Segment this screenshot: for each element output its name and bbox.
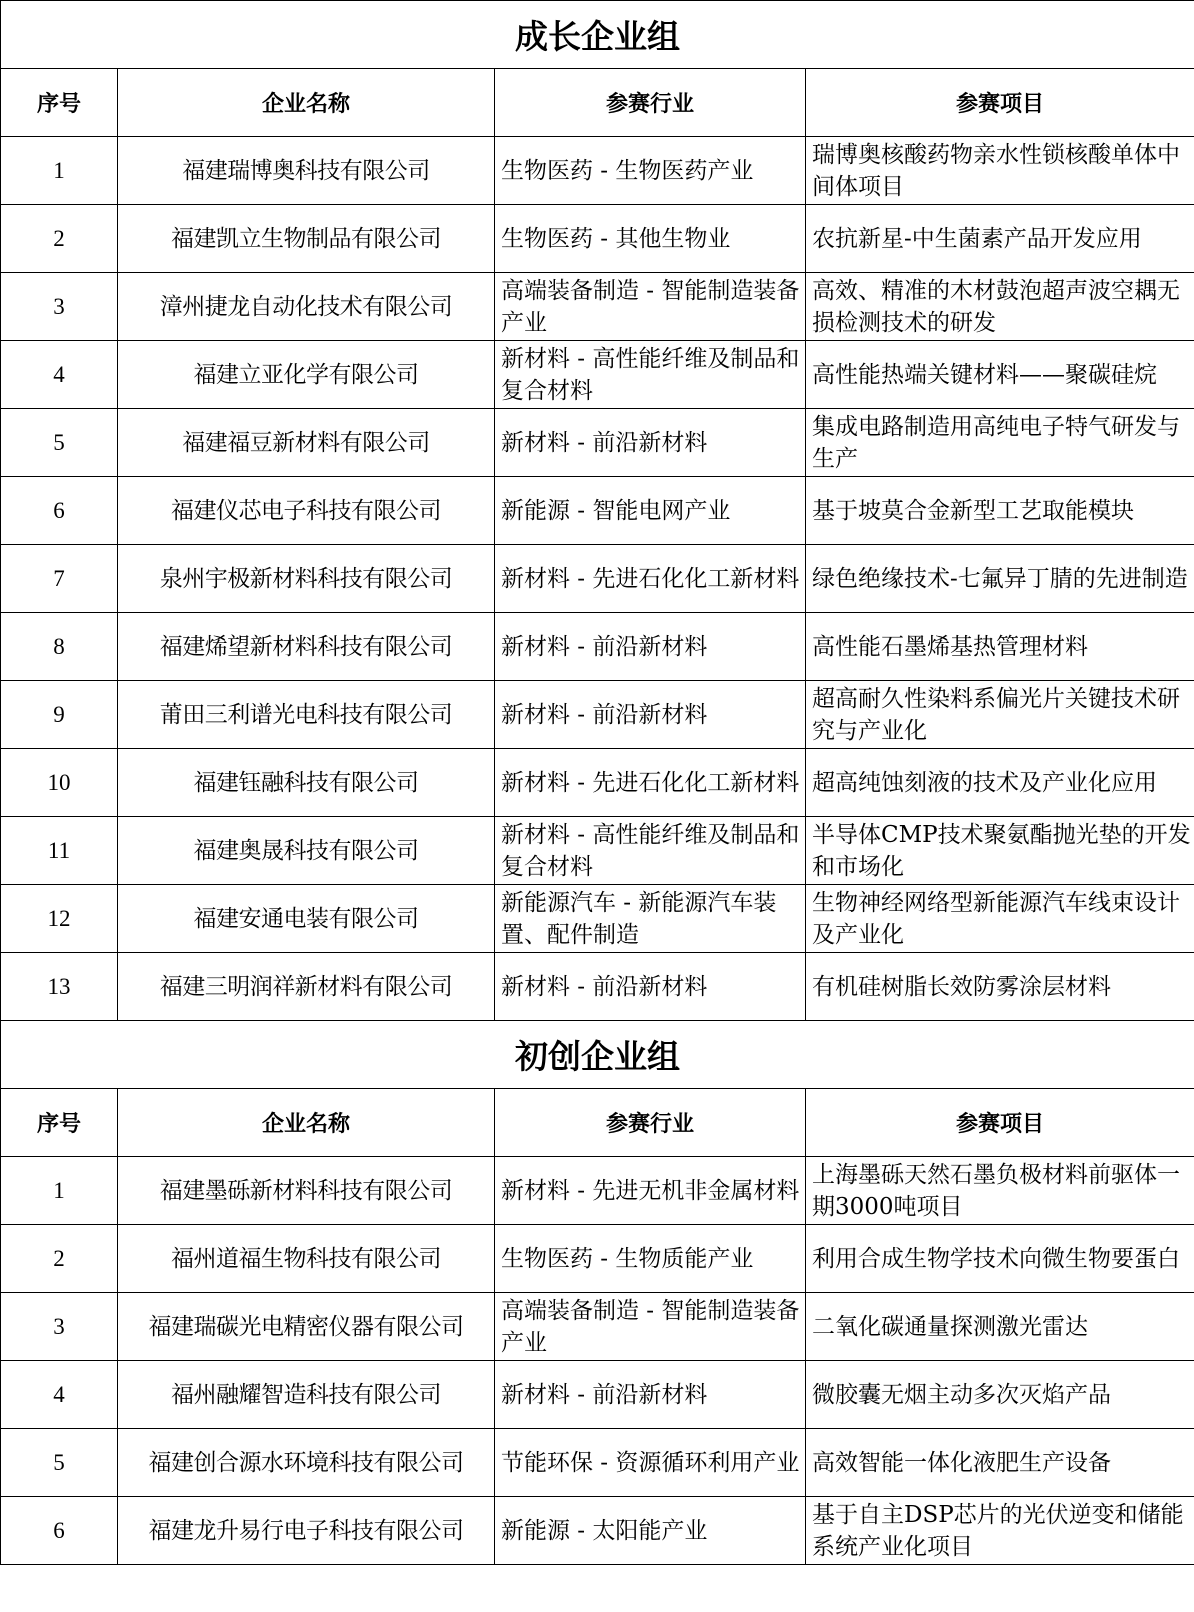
row-project: 高效、精准的木材鼓泡超声波空耦无损检测技术的研发 xyxy=(806,273,1194,341)
row-seq: 6 xyxy=(1,477,118,545)
row-project: 高性能热端关键材料——聚碳硅烷 xyxy=(806,341,1194,409)
row-seq: 2 xyxy=(1,1225,118,1293)
row-project: 集成电路制造用高纯电子特气研发与生产 xyxy=(806,409,1194,477)
row-seq: 3 xyxy=(1,1293,118,1361)
row-project: 基于自主DSP芯片的光伏逆变和储能系统产业化项目 xyxy=(806,1497,1194,1565)
table-row xyxy=(1,1429,1194,1497)
row-company-name: 福建钰融科技有限公司 xyxy=(118,749,495,817)
row-seq: 5 xyxy=(1,409,118,477)
row-company-name: 福建凯立生物制品有限公司 xyxy=(118,205,495,273)
row-industry: 新能源汽车 - 新能源汽车装置、配件制造 xyxy=(495,885,806,953)
table-row xyxy=(1,1293,1194,1361)
row-project: 超高耐久性染料系偏光片关键技术研究与产业化 xyxy=(806,681,1194,749)
table-row xyxy=(1,953,1194,1021)
row-industry: 生物医药 - 其他生物业 xyxy=(495,205,806,273)
row-company-name: 福建奥晟科技有限公司 xyxy=(118,817,495,885)
row-project: 上海墨砾天然石墨负极材料前驱体一期3000吨项目 xyxy=(806,1157,1194,1225)
row-seq: 1 xyxy=(1,1157,118,1225)
row-industry: 生物医药 - 生物质能产业 xyxy=(495,1225,806,1293)
row-company-name: 福建墨砾新材料科技有限公司 xyxy=(118,1157,495,1225)
table-row xyxy=(1,885,1194,953)
row-company-name: 福建龙升易行电子科技有限公司 xyxy=(118,1497,495,1565)
row-seq: 13 xyxy=(1,953,118,1021)
row-project: 二氧化碳通量探测激光雷达 xyxy=(806,1293,1194,1361)
table-row xyxy=(1,1497,1194,1565)
table-row xyxy=(1,137,1194,205)
row-industry: 新材料 - 高性能纤维及制品和复合材料 xyxy=(495,341,806,409)
table-row xyxy=(1,1361,1194,1429)
row-industry: 新材料 - 前沿新材料 xyxy=(495,409,806,477)
row-seq: 6 xyxy=(1,1497,118,1565)
row-seq: 5 xyxy=(1,1429,118,1497)
table-row xyxy=(1,1157,1194,1225)
row-industry: 新材料 - 先进石化化工新材料 xyxy=(495,749,806,817)
row-company-name: 福建瑞博奥科技有限公司 xyxy=(118,137,495,205)
header-project: 参赛项目 xyxy=(806,69,1194,137)
row-industry: 新能源 - 智能电网产业 xyxy=(495,477,806,545)
row-project: 农抗新星-中生菌素产品开发应用 xyxy=(806,205,1194,273)
header-seq: 序号 xyxy=(1,1089,118,1157)
row-industry: 新能源 - 太阳能产业 xyxy=(495,1497,806,1565)
row-company-name: 福建三明润祥新材料有限公司 xyxy=(118,953,495,1021)
table-row xyxy=(1,477,1194,545)
row-seq: 11 xyxy=(1,817,118,885)
header-name: 企业名称 xyxy=(118,69,495,137)
row-seq: 7 xyxy=(1,545,118,613)
table-row xyxy=(1,749,1194,817)
table-row xyxy=(1,681,1194,749)
row-seq: 4 xyxy=(1,1361,118,1429)
row-project: 微胶囊无烟主动多次灭焰产品 xyxy=(806,1361,1194,1429)
row-project: 高性能石墨烯基热管理材料 xyxy=(806,613,1194,681)
table-row xyxy=(1,409,1194,477)
header-seq: 序号 xyxy=(1,69,118,137)
header-row xyxy=(1,69,1194,137)
row-company-name: 福州道福生物科技有限公司 xyxy=(118,1225,495,1293)
row-project: 绿色绝缘技术-七氟异丁腈的先进制造 xyxy=(806,545,1194,613)
row-seq: 8 xyxy=(1,613,118,681)
row-project: 瑞博奥核酸药物亲水性锁核酸单体中间体项目 xyxy=(806,137,1194,205)
row-company-name: 福建创合源水环境科技有限公司 xyxy=(118,1429,495,1497)
row-industry: 新材料 - 前沿新材料 xyxy=(495,1361,806,1429)
row-industry: 新材料 - 前沿新材料 xyxy=(495,613,806,681)
row-company-name: 福建仪芯电子科技有限公司 xyxy=(118,477,495,545)
header-industry: 参赛行业 xyxy=(495,1089,806,1157)
row-company-name: 福建烯望新材料科技有限公司 xyxy=(118,613,495,681)
row-project: 高效智能一体化液肥生产设备 xyxy=(806,1429,1194,1497)
row-industry: 高端装备制造 - 智能制造装备产业 xyxy=(495,1293,806,1361)
row-industry: 生物医药 - 生物医药产业 xyxy=(495,137,806,205)
row-seq: 10 xyxy=(1,749,118,817)
row-company-name: 福州融耀智造科技有限公司 xyxy=(118,1361,495,1429)
table-row xyxy=(1,205,1194,273)
table-row xyxy=(1,341,1194,409)
row-project: 有机硅树脂长效防雾涂层材料 xyxy=(806,953,1194,1021)
row-project: 半导体CMP技术聚氨酯抛光垫的开发和市场化 xyxy=(806,817,1194,885)
row-company-name: 福建安通电装有限公司 xyxy=(118,885,495,953)
row-company-name: 福建福豆新材料有限公司 xyxy=(118,409,495,477)
row-project: 利用合成生物学技术向微生物要蛋白 xyxy=(806,1225,1194,1293)
header-row xyxy=(1,1089,1194,1157)
row-seq: 12 xyxy=(1,885,118,953)
section-title: 成长企业组 xyxy=(1,1,1194,69)
table-row xyxy=(1,273,1194,341)
row-company-name: 福建瑞碳光电精密仪器有限公司 xyxy=(118,1293,495,1361)
row-industry: 新材料 - 高性能纤维及制品和复合材料 xyxy=(495,817,806,885)
row-project: 生物神经网络型新能源汽车线束设计及产业化 xyxy=(806,885,1194,953)
row-seq: 9 xyxy=(1,681,118,749)
row-seq: 1 xyxy=(1,137,118,205)
header-project: 参赛项目 xyxy=(806,1089,1194,1157)
header-industry: 参赛行业 xyxy=(495,69,806,137)
row-company-name: 福建立亚化学有限公司 xyxy=(118,341,495,409)
table-row xyxy=(1,545,1194,613)
row-company-name: 莆田三利谱光电科技有限公司 xyxy=(118,681,495,749)
row-industry: 新材料 - 前沿新材料 xyxy=(495,681,806,749)
row-project: 超高纯蚀刻液的技术及产业化应用 xyxy=(806,749,1194,817)
row-seq: 3 xyxy=(1,273,118,341)
row-seq: 4 xyxy=(1,341,118,409)
row-industry: 新材料 - 先进无机非金属材料 xyxy=(495,1157,806,1225)
row-industry: 新材料 - 先进石化化工新材料 xyxy=(495,545,806,613)
row-industry: 高端装备制造 - 智能制造装备产业 xyxy=(495,273,806,341)
table-row xyxy=(1,1225,1194,1293)
row-company-name: 泉州宇极新材料科技有限公司 xyxy=(118,545,495,613)
row-project: 基于坡莫合金新型工艺取能模块 xyxy=(806,477,1194,545)
table-row xyxy=(1,817,1194,885)
table-row xyxy=(1,613,1194,681)
row-industry: 新材料 - 前沿新材料 xyxy=(495,953,806,1021)
row-company-name: 漳州捷龙自动化技术有限公司 xyxy=(118,273,495,341)
row-industry: 节能环保 - 资源循环利用产业 xyxy=(495,1429,806,1497)
row-seq: 2 xyxy=(1,205,118,273)
section-title: 初创企业组 xyxy=(1,1021,1194,1089)
header-name: 企业名称 xyxy=(118,1089,495,1157)
